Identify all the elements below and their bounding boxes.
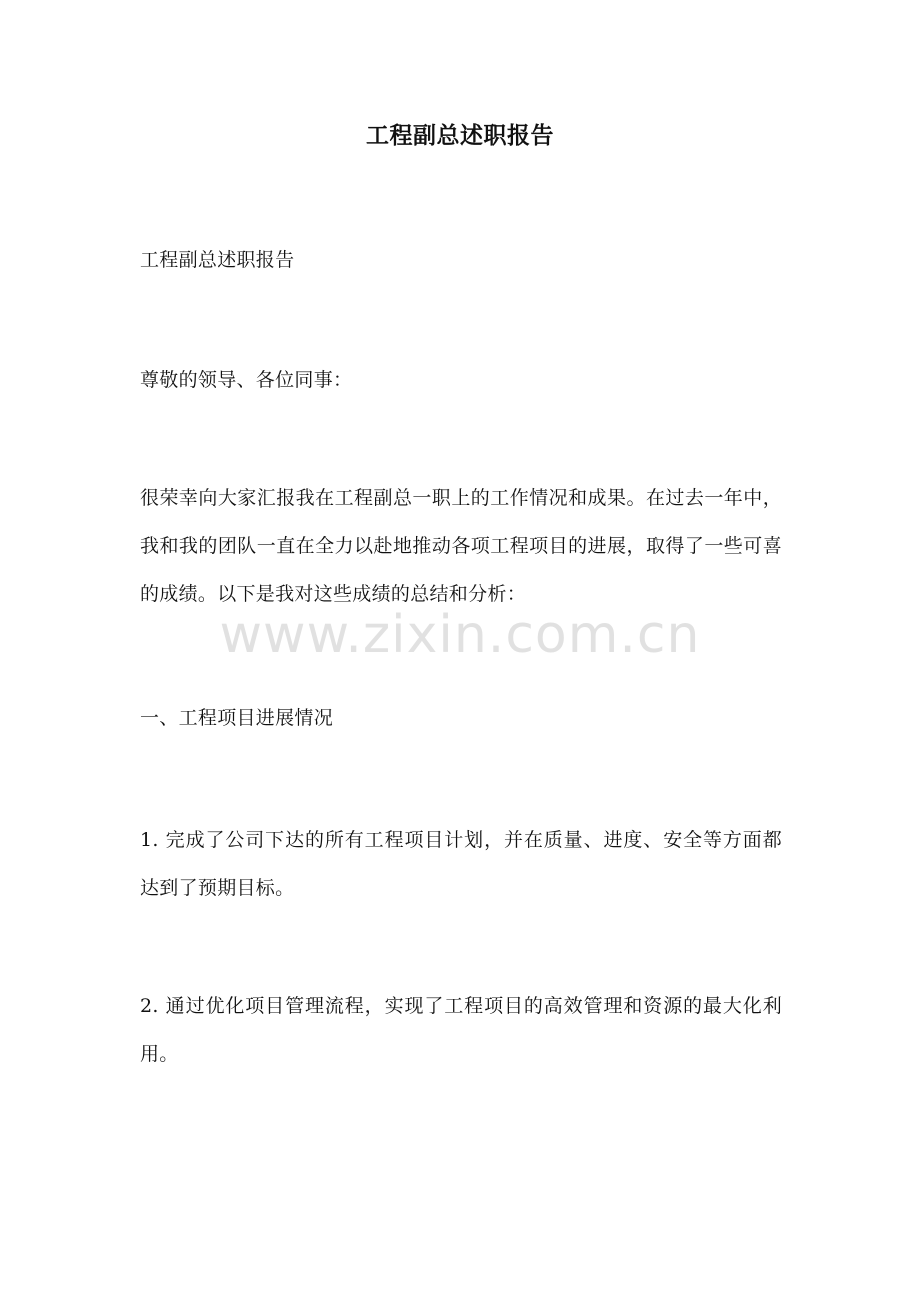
watermark-text: www.zixin.com.cn [219,605,701,665]
section-heading: 一、工程项目进展情况 [140,707,334,729]
list-item: 2. 通过优化项目管理流程，实现了工程项目的高效管理和资源的最大化利用。 [140,995,782,1065]
list-item: 1. 完成了公司下达的所有工程项目计划，并在质量、进度、安全等方面都达到了预期目标。 [140,829,782,899]
report-heading: 工程副总述职报告 [140,249,295,271]
greeting-line: 尊敬的领导、各位同事： [140,369,353,391]
intro-paragraph: 很荣幸向大家汇报我在工程副总一职上的工作情况和成果。在过去一年中，我和我的团队一直在全力以赴地推动各项工程项目的进展，取得了一些可喜的成绩。以下是我对这些成绩的总结和分析： [140,487,782,605]
document-title: 工程副总述职报告 [366,122,554,149]
